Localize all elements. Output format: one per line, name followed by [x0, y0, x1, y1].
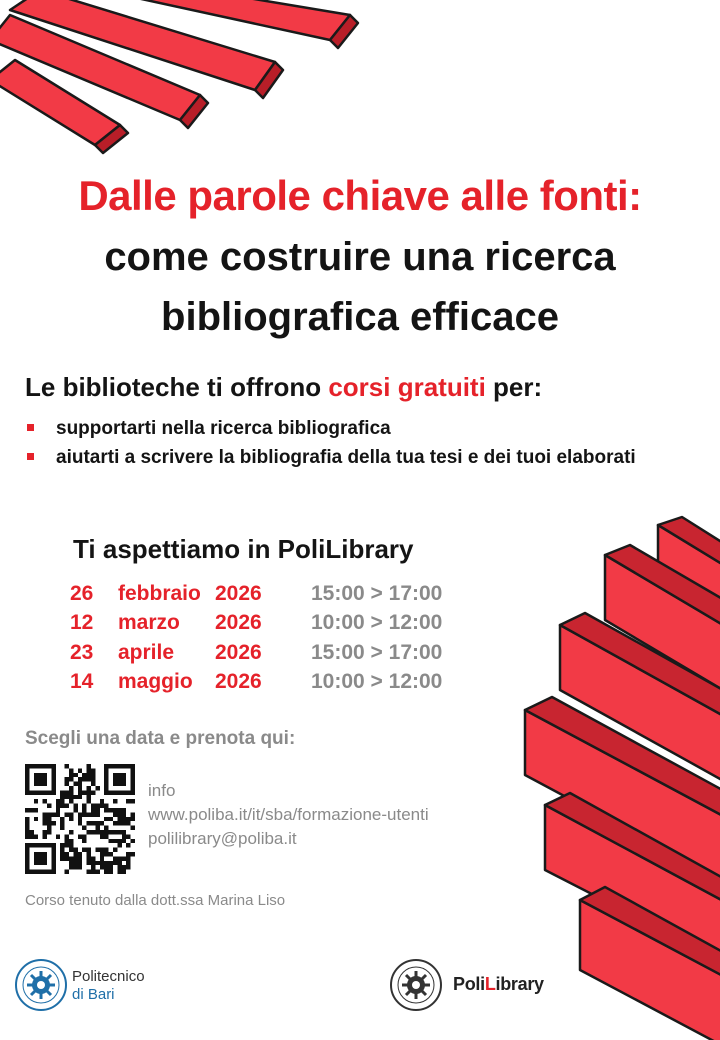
session-time: 10:00 > 12:00 [311, 611, 443, 635]
email-link[interactable]: polilibrary@poliba.it [148, 829, 297, 848]
headline-line-2: come costruire una ricerca [104, 235, 616, 279]
intro-after: per: [485, 372, 543, 402]
session-time: 15:00 > 17:00 [311, 581, 443, 605]
course-note: Corso tenuto dalla dott.ssa Marina Liso [25, 892, 286, 909]
politecnico-seal-logo-icon [14, 958, 68, 1012]
session-day: 14 [70, 670, 94, 694]
politecnico-line-2: di Bari [72, 986, 115, 1003]
bullet-text: aiutarti a scrivere la bibliografia della tua tesi e dei tuoi elaborati [56, 447, 636, 468]
headline-line-3: bibliografica efficace [161, 295, 559, 339]
table-row [70, 579, 442, 609]
session-year: 2026 [215, 670, 262, 694]
info-label: info [148, 781, 176, 800]
contact-info [148, 779, 429, 851]
intro-text [25, 372, 542, 403]
polilibrary-logo-text [453, 974, 544, 995]
session-time: 10:00 > 12:00 [311, 670, 443, 694]
benefits-list [25, 414, 685, 472]
session-month: maggio [118, 670, 193, 694]
bullet-text: supportarti nella ricerca bibliografica [56, 418, 391, 439]
table-row [70, 668, 442, 698]
polilibrary-seal-logo-icon [389, 958, 443, 1012]
session-year: 2026 [215, 611, 262, 635]
booking-url-link[interactable]: www.poliba.it/it/sba/formazione-utenti [148, 805, 429, 824]
intro-highlight: corsi gratuiti [328, 372, 486, 402]
polilibrary-part-1: Poli [453, 974, 485, 994]
schedule-table [70, 579, 442, 697]
books-decoration-right-icon [510, 515, 720, 1040]
polilibrary-part-2: Library [484, 974, 544, 994]
intro-before: Le biblioteche ti offrono [25, 372, 329, 402]
session-month: marzo [118, 611, 180, 635]
session-day: 12 [70, 611, 94, 635]
session-month: febbraio [118, 581, 201, 605]
list-item [25, 443, 685, 472]
politecnico-logo-text [72, 968, 145, 1004]
qr-code-icon[interactable] [25, 764, 135, 874]
schedule-heading: Ti aspettiamo in PoliLibrary [73, 534, 414, 564]
bullet-square-icon [27, 424, 34, 431]
session-year: 2026 [215, 640, 262, 664]
session-month: aprile [118, 640, 175, 664]
bullet-square-icon [27, 453, 34, 460]
headline-line-1: Dalle parole chiave alle fonti: [78, 172, 642, 219]
session-day: 23 [70, 640, 94, 664]
books-decoration-top-icon [0, 0, 360, 160]
politecnico-line-1: Politecnico [72, 968, 145, 985]
table-row [70, 638, 442, 668]
list-item [25, 414, 685, 443]
session-year: 2026 [215, 581, 262, 605]
session-day: 26 [70, 581, 94, 605]
table-row [70, 609, 442, 639]
booking-prompt: Scegli una data e prenota qui: [25, 728, 296, 749]
session-time: 15:00 > 17:00 [311, 640, 443, 664]
